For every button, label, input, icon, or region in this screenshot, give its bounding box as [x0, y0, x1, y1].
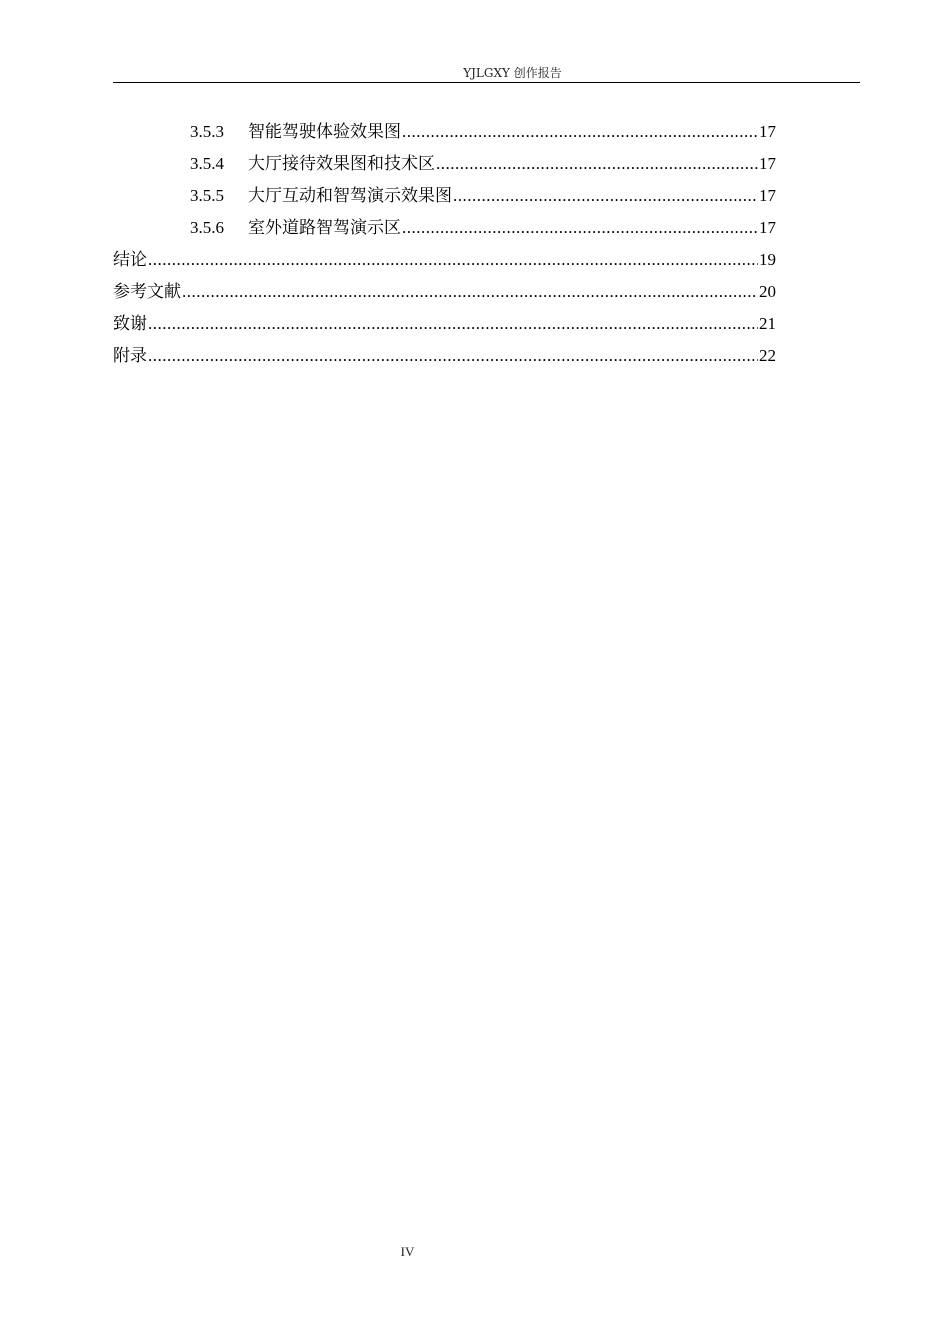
toc-entry-3-5-3[interactable]	[113, 116, 776, 148]
toc-entry-page: 17	[759, 154, 776, 173]
toc-entry-number: 3.5.5	[190, 186, 224, 205]
toc-leader-dots	[148, 340, 758, 372]
toc-entry-3-5-5[interactable]	[113, 180, 776, 212]
toc-entry-page: 20	[759, 282, 776, 301]
toc-leader-dots	[182, 276, 758, 308]
table-of-contents	[113, 116, 776, 372]
toc-entry-page: 21	[759, 314, 776, 333]
toc-entry-title: 大厅接待效果图和技术区	[248, 154, 435, 174]
toc-entry-number: 3.5.4	[190, 154, 224, 173]
toc-entry-number: 3.5.3	[190, 122, 224, 141]
toc-entry-3-5-6[interactable]	[113, 212, 776, 244]
toc-entry-title: 附录	[113, 346, 147, 366]
toc-entry-title: 致谢	[113, 314, 147, 334]
toc-entry-title: 室外道路智驾演示区	[248, 218, 401, 238]
toc-entry-title: 大厅互动和智驾演示效果图	[248, 186, 452, 206]
toc-entry-page: 17	[759, 186, 776, 205]
toc-entry-page: 19	[759, 250, 776, 269]
toc-entry-title: 结论	[113, 250, 147, 270]
toc-entry-acknowledgements[interactable]	[113, 308, 776, 340]
toc-leader-dots	[148, 308, 758, 340]
toc-entry-conclusion[interactable]	[113, 244, 776, 276]
toc-leader-dots	[402, 212, 758, 244]
toc-entry-page: 17	[759, 122, 776, 141]
toc-leader-dots	[436, 148, 758, 180]
toc-entry-number: 3.5.6	[190, 218, 224, 237]
toc-entry-title: 智能驾驶体验效果图	[248, 122, 401, 142]
page-footer	[0, 1244, 815, 1260]
page-number: IV	[400, 1244, 415, 1259]
toc-entry-appendix[interactable]	[113, 340, 776, 372]
toc-entry-3-5-4[interactable]	[113, 148, 776, 180]
toc-entry-references[interactable]	[113, 276, 776, 308]
toc-entry-page: 17	[759, 218, 776, 237]
toc-leader-dots	[402, 116, 758, 148]
toc-entry-page: 22	[759, 346, 776, 365]
toc-entry-title: 参考文献	[113, 282, 181, 302]
toc-leader-dots	[453, 180, 758, 212]
header-text: YJLGXY 创作报告	[463, 66, 562, 80]
toc-leader-dots	[148, 244, 758, 276]
page-header	[113, 64, 860, 83]
